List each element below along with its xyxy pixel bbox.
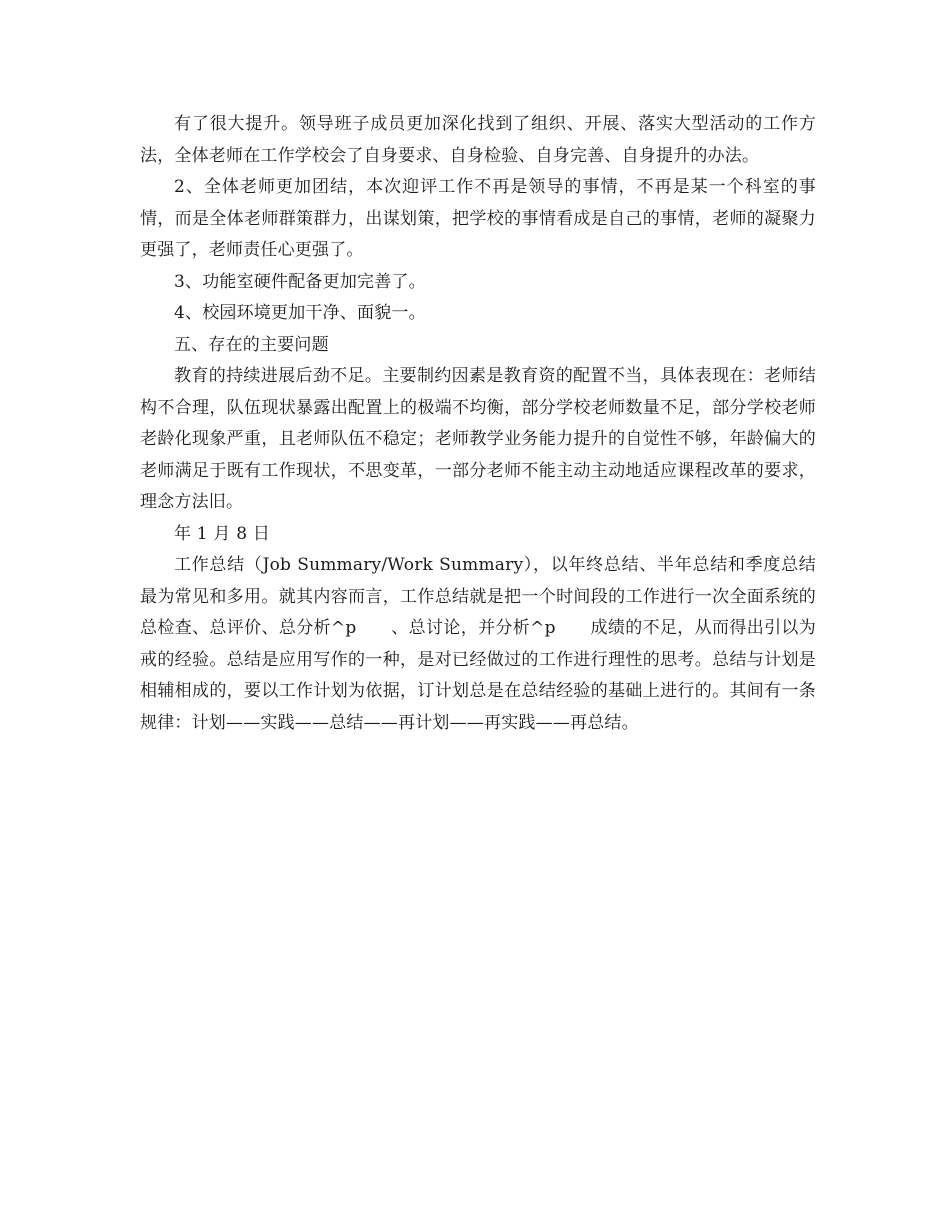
- document-body: [140, 109, 816, 739]
- paragraph-problems: 教育的持续进展后劲不足。主要制约因素是教育资的配置不当，具体表现在：老师结构不合理，队伍现状暴露出配置上的极端不均衡，部分学校老师数量不足，部分学校老师老龄化现象严重，且老师队伍不稳定；老师教学业务能力提升的自觉性不够，年龄偏大的老师满足于既有工作现状，不思变革，一部分老师不能主动主动地适应课程改革的要求，理念方法旧。: [140, 366, 816, 512]
- section-heading: 五、存在的主要问题: [174, 334, 329, 355]
- paragraph-summary-definition: 工作总结（Job Summary/Work Summary），以年终总结、半年总结和季度总结最为常见和多用。就其内容而言，工作总结就是把一个时间段的工作进行一次全面系统的总检查、总评价、总分析^p 、总讨论，并分析^p 成绩的不足，从而得出引以为戒的经验。总结是应用写作的一种，是对已经做过的工作进行理性的思考。总结与计划是相辅相成的，要以工作计划为依据，订计划总是在总结经验的基础上进行的。其间有一条规律：计划——实践——总结——再计划——再实践——再总结。: [140, 555, 816, 733]
- paragraph-item-2: 2、全体老师更加团结，本次迎评工作不再是领导的事情，不再是某一个科室的事情，而是全体老师群策群力，出谋划策，把学校的事情看成是自己的事情，老师的凝聚力更强了，老师责任心更强了。: [140, 177, 816, 260]
- paragraph-item-4: 4、校园环境更加干净、面貌一。: [174, 303, 426, 323]
- paragraph-continuation: 有了很大提升。领导班子成员更加深化找到了组织、开展、落实大型活动的工作方法，全体老师在工作学校会了自身要求、自身检验、自身完善、自身提升的办法。: [140, 114, 816, 166]
- date-line: 年 1 月 8 日: [174, 523, 271, 544]
- paragraph-item-3: 3、功能室硬件配备更加完善了。: [174, 271, 426, 292]
